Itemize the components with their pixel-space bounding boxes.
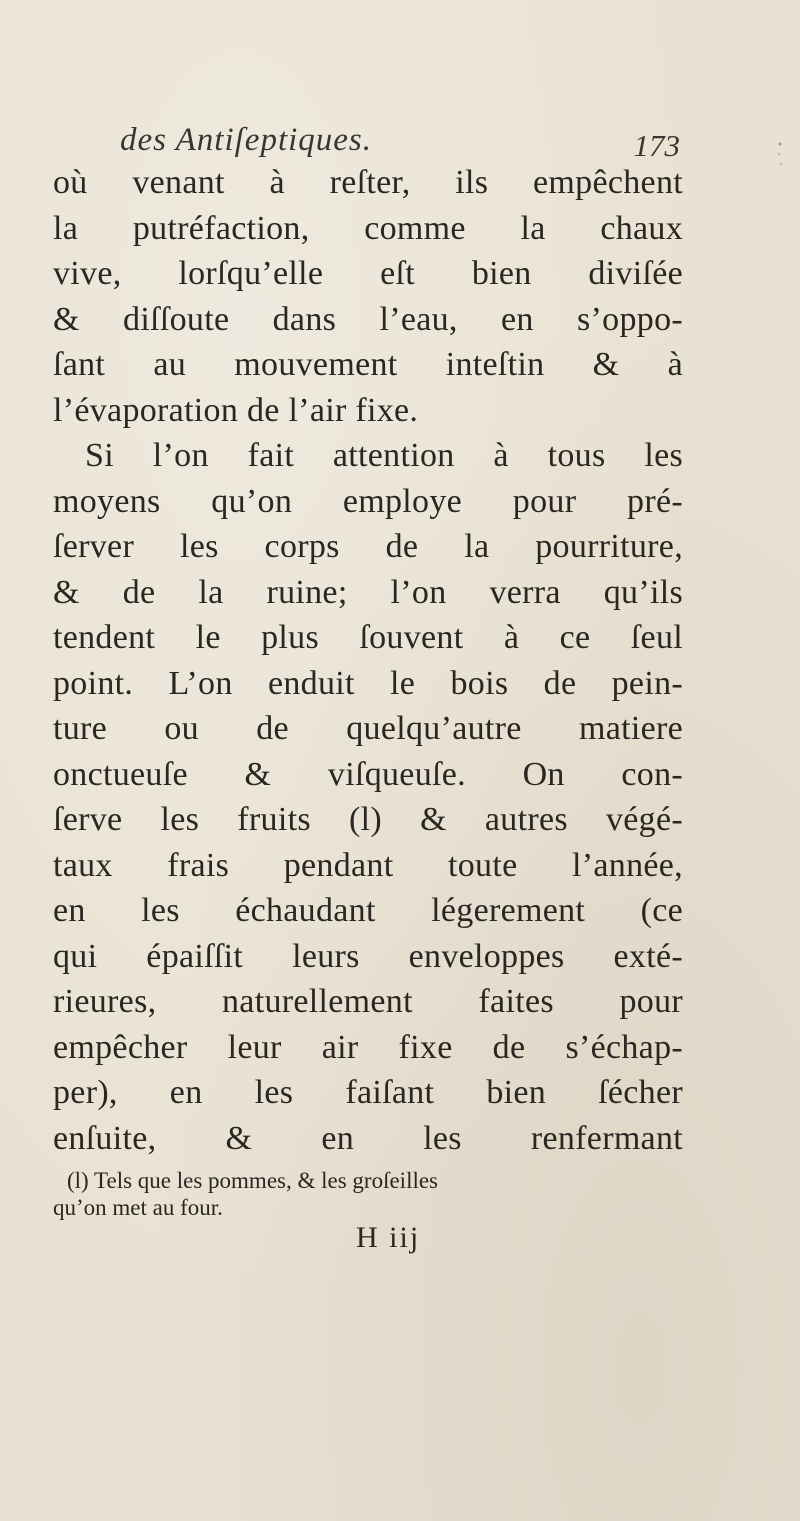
text-line: la putréfaction, comme la chaux xyxy=(53,209,683,247)
text-line: qui épaiſſit leurs enveloppes exté- xyxy=(53,937,683,975)
text-line: & de la ruine; l’on verra qu’ils xyxy=(53,573,683,611)
footnote xyxy=(53,1167,653,1221)
signature-mark: H iij xyxy=(356,1221,421,1254)
text-line: ture ou de quelqu’autre matiere xyxy=(53,710,683,747)
text-line: en les échaudant légerement (ce xyxy=(53,892,683,929)
text-line: point. L’on enduit le bois de pein- xyxy=(53,664,683,702)
margin-speck xyxy=(776,140,784,180)
text-line: ſerver les corps de la pourriture, xyxy=(53,528,683,565)
running-title: des Antiſeptiques. xyxy=(120,122,373,158)
running-head xyxy=(120,122,680,162)
text-line: per), en les faiſant bien ſécher xyxy=(53,1074,683,1111)
body-text xyxy=(53,160,683,1161)
text-line: où venant à reſter, ils empêchent xyxy=(53,164,683,201)
text-line: rieures, naturellement faites pour xyxy=(53,983,683,1020)
text-line: ſant au mouvement inteſtin & à xyxy=(53,346,683,383)
text-line: & diſſoute dans l’eau, en s’oppo- xyxy=(53,300,683,338)
text-line: tendent le plus ſouvent à ce ſeul xyxy=(53,619,683,656)
text-line: taux frais pendant toute l’année, xyxy=(53,846,683,884)
text-line: empêcher leur air fixe de s’échap- xyxy=(53,1028,683,1066)
footnote-line: qu’on met au four. xyxy=(53,1195,223,1220)
page-number: 173 xyxy=(633,128,680,163)
text-line: ſerve les fruits (l) & autres végé- xyxy=(53,801,683,838)
text-line: moyens qu’on employe pour pré- xyxy=(53,482,683,520)
text-line: onctueuſe & viſqueuſe. On con- xyxy=(53,755,683,793)
text-line: vive, lorſqu’elle eſt bien diviſée xyxy=(53,255,683,292)
footnote-line: (l) Tels que les pommes, & les groſeilles xyxy=(67,1168,439,1193)
speck-icon xyxy=(776,140,784,180)
text-line: enſuite, & en les renfermant xyxy=(53,1119,683,1157)
text-line: l’évaporation de l’air fixe. xyxy=(53,391,419,429)
text-line: Si l’on fait attention à tous les xyxy=(85,437,683,474)
